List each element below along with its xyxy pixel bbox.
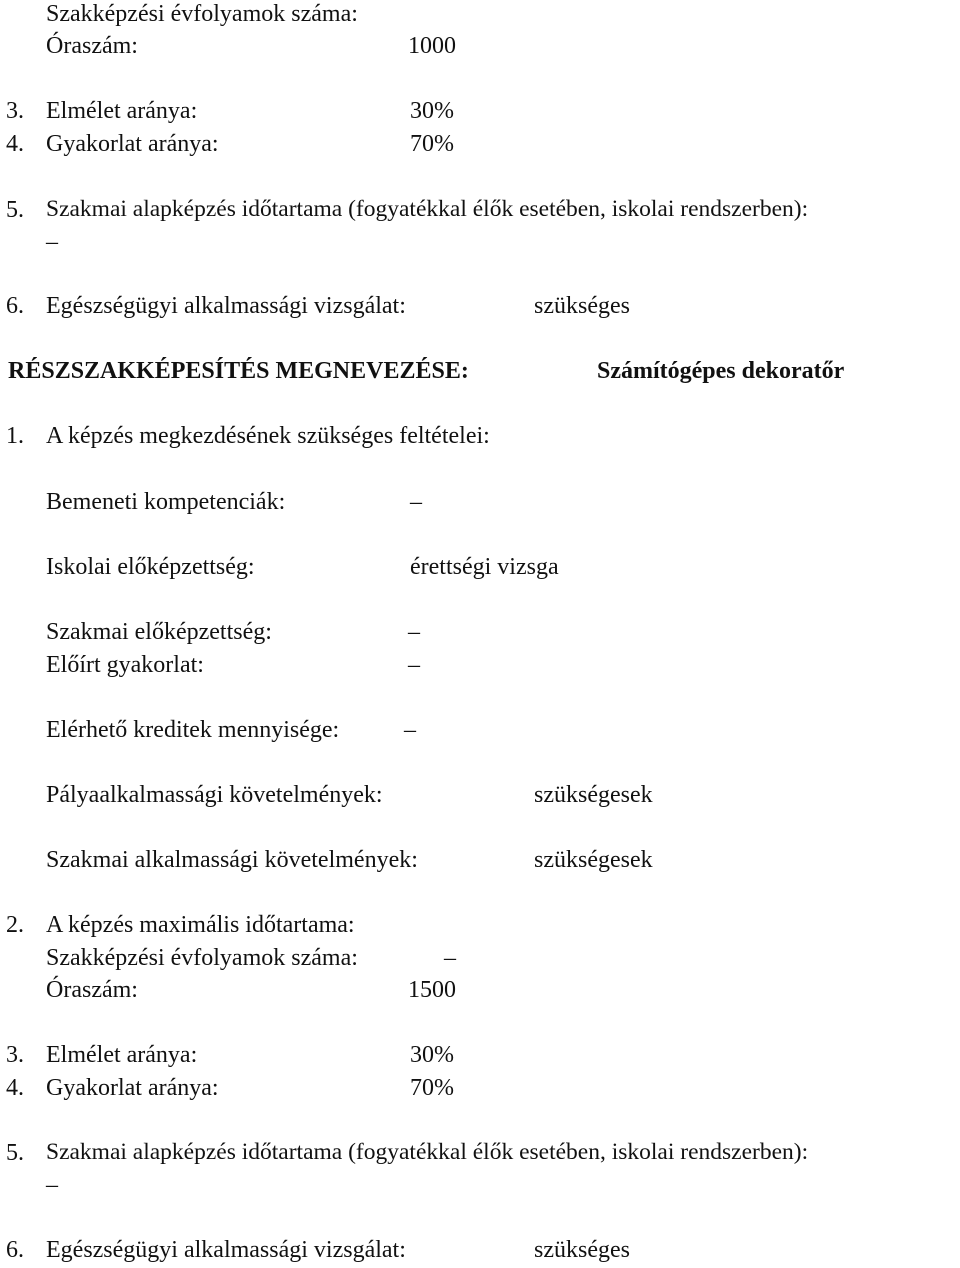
s1-gyakorlat-value: 70%	[410, 131, 454, 157]
s2-kreditek-value: –	[404, 717, 416, 743]
s1-egeszseg-value: szükséges	[534, 293, 630, 319]
reszszak-heading-label: RÉSZSZAKKÉPESÍTÉS MEGNEVEZÉSE:	[8, 358, 469, 384]
s2-egeszseg-value: szükséges	[534, 1237, 630, 1263]
s2-evfolyamok-label: Szakképzési évfolyamok száma:	[46, 945, 358, 971]
s2-max-label: A képzés maximális időtartama:	[46, 912, 355, 938]
s1-elmelet-label: Elmélet aránya:	[46, 98, 198, 124]
s1-alapkepzes-number: 5.	[6, 197, 24, 223]
s2-kreditek-label: Elérhető kreditek mennyisége:	[46, 717, 340, 743]
s1-oraszam-label: Óraszám:	[46, 33, 138, 59]
s2-gyakorlat-number: 4.	[6, 1075, 24, 1101]
s2-iskolai-label: Iskolai előképzettség:	[46, 554, 255, 580]
s2-feltetel-number: 1.	[6, 423, 24, 449]
s2-gyakorlat-label: Gyakorlat aránya:	[46, 1075, 219, 1101]
s2-elmelet-value: 30%	[410, 1042, 454, 1068]
s1-alapkepzes-value: –	[46, 229, 58, 255]
s1-gyakorlat-number: 4.	[6, 131, 24, 157]
s2-alapkepzes-value: –	[46, 1172, 58, 1198]
s1-elmelet-number: 3.	[6, 98, 24, 124]
s2-eloirt-value: –	[408, 652, 420, 678]
s2-szakmai-alk-value: szükségesek	[534, 847, 653, 873]
s1-alapkepzes-label: Szakmai alapképzés időtartama (fogyatékkal élők esetében, iskolai rendszerben):	[46, 196, 809, 222]
s2-bemeneti-label: Bemeneti kompetenciák:	[46, 489, 286, 515]
s2-oraszam-label: Óraszám:	[46, 977, 138, 1003]
s1-gyakorlat-label: Gyakorlat aránya:	[46, 131, 219, 157]
s2-iskolai-value: érettségi vizsga	[410, 554, 559, 580]
s2-eloirt-label: Előírt gyakorlat:	[46, 652, 204, 678]
s2-egeszseg-label: Egészségügyi alkalmassági vizsgálat:	[46, 1237, 406, 1263]
s2-szakmai-alk-label: Szakmai alkalmassági követelmények:	[46, 847, 418, 873]
s2-palya-label: Pályaalkalmassági követelmények:	[46, 782, 383, 808]
s2-oraszam-value: 1500	[408, 977, 456, 1003]
s2-feltetel-label: A képzés megkezdésének szükséges feltételei:	[46, 423, 490, 449]
s2-alapkepzes-number: 5.	[6, 1140, 24, 1166]
s2-szakmai-elo-label: Szakmai előképzettség:	[46, 619, 272, 645]
s1-elmelet-value: 30%	[410, 98, 454, 124]
s2-palya-value: szükségesek	[534, 782, 653, 808]
s2-evfolyamok-value: –	[444, 945, 456, 971]
s1-evfolyamok-label: Szakképzési évfolyamok száma:	[46, 1, 358, 27]
s2-max-number: 2.	[6, 912, 24, 938]
s1-egeszseg-number: 6.	[6, 293, 24, 319]
s2-bemeneti-value: –	[410, 489, 422, 515]
s1-oraszam-value: 1000	[408, 33, 456, 59]
s2-egeszseg-number: 6.	[6, 1237, 24, 1263]
s2-gyakorlat-value: 70%	[410, 1075, 454, 1101]
s2-szakmai-elo-value: –	[408, 619, 420, 645]
s2-elmelet-number: 3.	[6, 1042, 24, 1068]
s2-elmelet-label: Elmélet aránya:	[46, 1042, 198, 1068]
reszszak-heading-value: Számítógépes dekoratőr	[597, 358, 845, 384]
s1-egeszseg-label: Egészségügyi alkalmassági vizsgálat:	[46, 293, 406, 319]
s2-alapkepzes-label: Szakmai alapképzés időtartama (fogyatékkal élők esetében, iskolai rendszerben):	[46, 1139, 809, 1165]
